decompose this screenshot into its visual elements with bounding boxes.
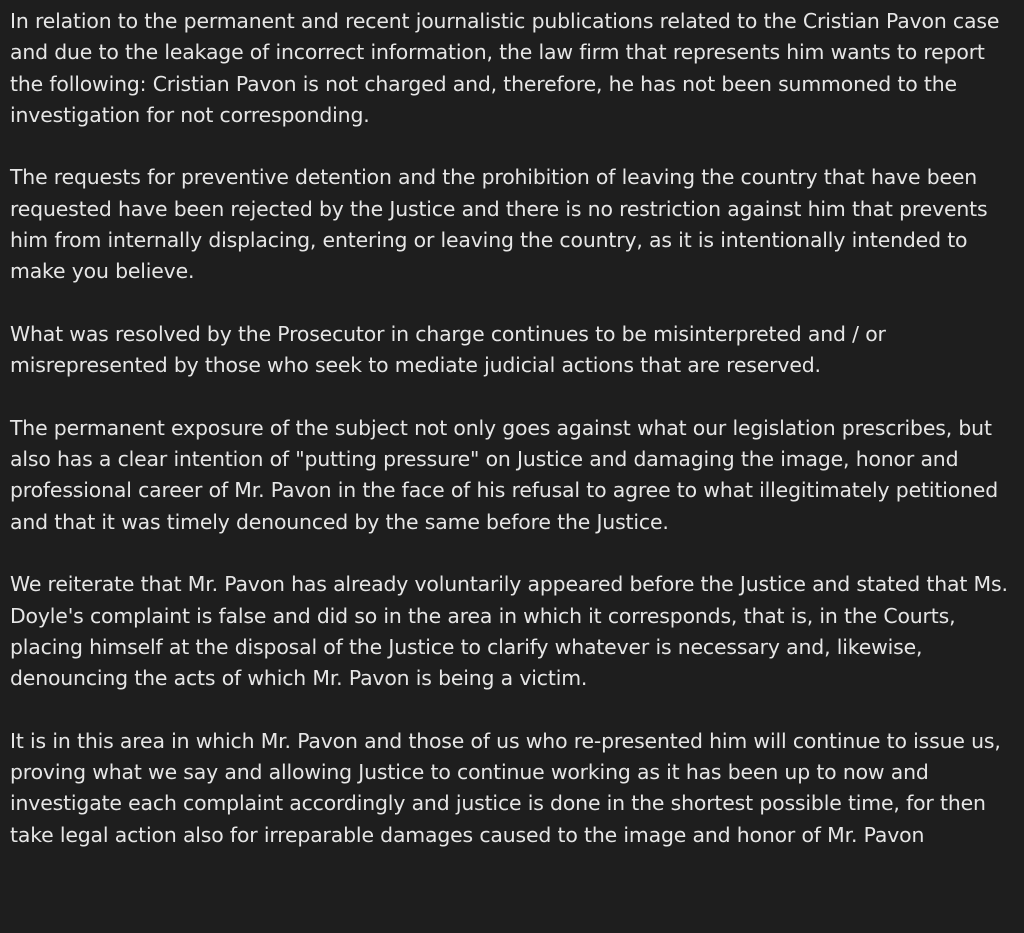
paragraph-2: The requests for preventive detention and the prohibition of leaving the country that have been requested have been rejected by the Justice and there is no restriction against him that prevents him from internally displacing, entering or leaving the country, as it is intentionally intended to make you believe. (10, 165, 988, 284)
paragraph-5: We reiterate that Mr. Pavon has already voluntarily appeared before the Justice and stated that Ms. Doyle's complaint is false and did so in the area in which it corresponds, that is, in the Courts, placing himself at the disposal of the Justice to clarify whatever is necessary and, likewise, denouncing the acts of which Mr. Pavon is being a victim. (10, 572, 1008, 691)
paragraph-4: The permanent exposure of the subject not only goes against what our legislation prescribes, but also has a clear intention of "putting pressure" on Justice and damaging the image, honor and professional career of Mr. Pavon in the face of his refusal to agree to what illegitimately petitioned and that it was timely denounced by the same before the Justice. (10, 415, 998, 534)
paragraph-6: It is in this area in which Mr. Pavon and those of us who re-presented him will continue to issue us, proving what we say and allowing Justice to continue working as it has been up to now and investigate each complaint accordingly and justice is done in the shortest possible time, for then take legal action also for irreparable damages caused to the image and honor of Mr. Pavon (10, 728, 1001, 847)
paragraph-1: In relation to the permanent and recent journalistic publications related to the Cristian Pavon case and due to the leakage of incorrect information, the law firm that represents him wants to report the following: Cristian Pavon is not charged and, therefore, he has not been summoned to the investigation for not corresponding. (10, 9, 1000, 127)
paragraph-3: What was resolved by the Prosecutor in charge continues to be misinterpreted and / or misrepresented by those who seek to mediate judicial actions that are reserved. (10, 321, 886, 378)
